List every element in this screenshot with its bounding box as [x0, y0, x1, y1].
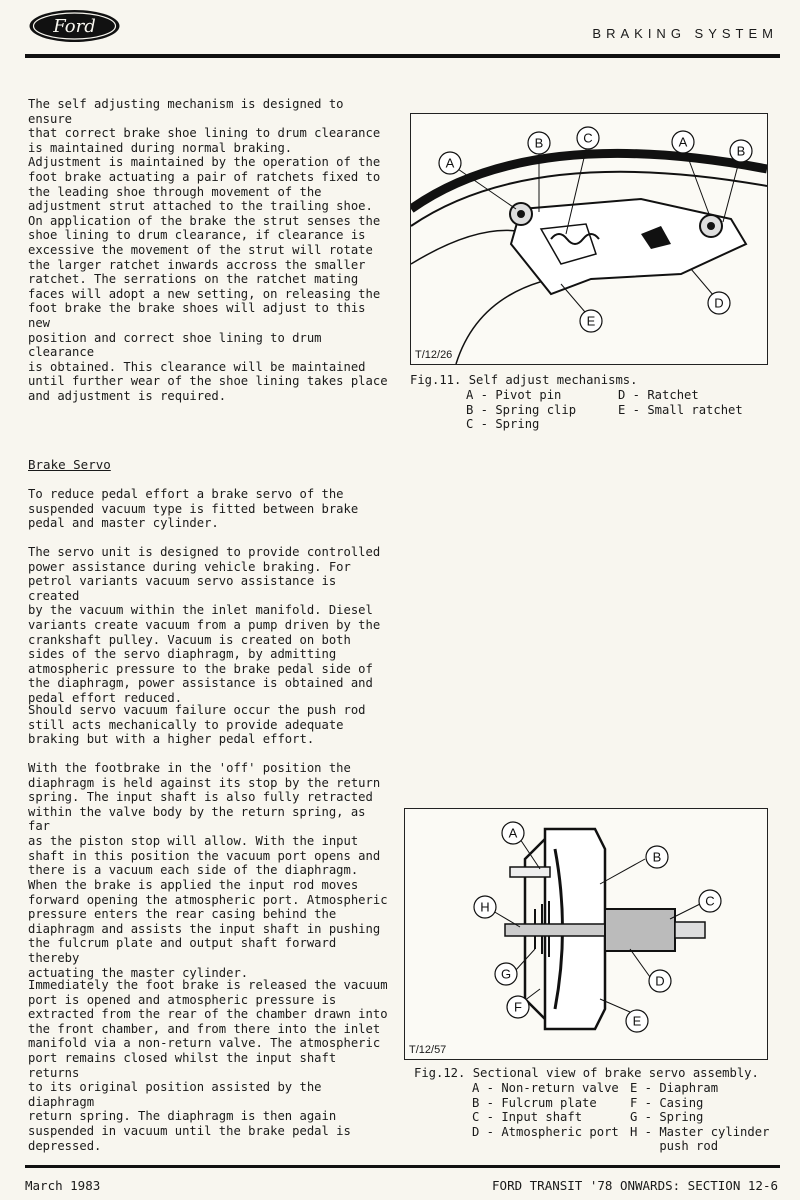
paragraph-brake-released: Immediately the foot brake is released the vacuum port is opened and atmospheric pressure is extracted from the rear of the chamber drawn into the front chamber, and from there into the inlet manifold via a non-return valve. The atmospheric port remains closed whilst the input shaft returns to its original position assisted by the diaphragm return spring. The diaphragm is then again suspended in vacuum until the brake pedal is depressed.: [28, 978, 388, 1153]
svg-text:C: C: [705, 893, 715, 909]
callout-c-input-shaft: [699, 890, 721, 912]
legend-item: push rod: [630, 1139, 719, 1154]
callout-b-spring-clip-2: [730, 140, 752, 162]
svg-text:A: A: [678, 134, 688, 150]
self-adjust-drawing: [411, 114, 767, 364]
svg-text:H: H: [480, 899, 490, 915]
figure-11-legend: [466, 388, 768, 432]
callout-a-pivot-pin: [439, 152, 461, 174]
paragraph-footbrake-off: With the footbrake in the 'off' position the diaphragm is held against its stop by the return spring. The input shaft is also fully retracted within the valve body by the return spring, as far as the piston stop will allow. With the input shaft in this position the vacuum port opens and there is a vacuum each side of the diaphragm.: [28, 761, 381, 878]
legend-item: A - Pivot pin: [466, 388, 562, 402]
logo-text: Ford: [53, 16, 96, 37]
callout-e-small-ratchet: [580, 310, 602, 332]
callout-d-ratchet: [708, 292, 730, 314]
figure-11-reference: T/12/26: [415, 349, 453, 361]
footer-publication: FORD TRANSIT '78 ONWARDS: SECTION 12-6: [492, 1178, 778, 1193]
svg-text:D: D: [655, 973, 665, 989]
figure-12-legend: [472, 1081, 770, 1154]
svg-text:A: A: [445, 155, 455, 171]
callout-b-spring-clip: [528, 132, 550, 154]
callout-g-spring: [495, 963, 517, 985]
callout-b-fulcrum-plate: [646, 846, 668, 868]
svg-text:E: E: [632, 1013, 642, 1029]
callout-d-atmospheric-port: [649, 970, 671, 992]
legend-item: D - Ratchet: [618, 388, 699, 402]
footer-rule: [25, 1165, 780, 1168]
header-rule: [25, 54, 780, 58]
legend-item: B - Spring clip: [466, 402, 577, 417]
legend-item: H - Master cylinder: [630, 1124, 770, 1139]
callout-f-casing: [507, 996, 529, 1018]
servo-drawing: [405, 809, 767, 1059]
svg-text:C: C: [583, 130, 593, 146]
callout-e-diaphragm: [626, 1010, 648, 1032]
legend-item: [618, 417, 768, 432]
legend-item: E - Diaphram: [630, 1081, 719, 1095]
paragraph-servo-intro: To reduce pedal effort a brake servo of the suspended vacuum type is fitted between brake pedal and master cylinder.: [28, 487, 359, 531]
callout-h-push-rod: [474, 896, 496, 918]
legend-item: C - Input shaft: [472, 1110, 583, 1125]
callout-a-pivot-pin-2: [672, 131, 694, 153]
figure-12-reference: T/12/57: [409, 1044, 447, 1056]
figure-11-self-adjust: [410, 113, 768, 365]
paragraph-servo-unit: The servo unit is designed to provide controlled power assistance during vehicle braking. For petrol variants vacuum servo assistance is created by the vacuum within the inlet manifold. Diesel variants create vacuum from a pump driven by the crankshaft pulley. Vacuum is created on both sides of the servo diaphragm, by admitting atmospheric pressure to the brake pedal side of the diaphragm, power assistance is obtained and pedal effort reduced.: [28, 545, 381, 705]
svg-text:E: E: [586, 313, 596, 329]
figure-12-caption: Fig.12. Sectional view of brake servo assembly.: [414, 1066, 759, 1080]
legend-item: A - Non-return valve: [472, 1081, 619, 1095]
heading-brake-servo: Brake Servo: [28, 457, 111, 472]
legend-item: D - Atmospheric port: [472, 1124, 619, 1139]
legend-item: C - Spring: [466, 417, 540, 432]
callout-a-non-return-valve: [502, 822, 524, 844]
svg-text:A: A: [508, 825, 518, 841]
paragraph-vacuum-failure: Should servo vacuum failure occur the push rod still acts mechanically to provide adequate braking but with a higher pedal effort.: [28, 703, 366, 747]
legend-item: E - Small ratchet: [618, 402, 743, 417]
figure-12-servo-assembly: [404, 808, 768, 1060]
svg-text:B: B: [652, 849, 662, 865]
legend-item: G - Spring: [630, 1110, 704, 1125]
figure-11-caption: Fig.11. Self adjust mechanisms.: [410, 373, 638, 387]
legend-item: B - Fulcrum plate: [472, 1095, 597, 1110]
svg-text:B: B: [534, 135, 544, 151]
svg-text:D: D: [714, 295, 724, 311]
paragraph-self-adjust: The self adjusting mechanism is designed to ensure that correct brake shoe lining to drum clearance is maintained during normal braking. Adjustment is maintained by the operation of the foot brake actuating a pair of ratchets fixed to the leading shoe through movement of the adjustment strut attached to the trailing shoe. On application of the brake the strut senses the shoe lining to drum clearance, if clearance is excessive the movement of the strut will rotate the larger ratchet inwards accross the smaller ratchet. The serrations on the ratchet mating faces will adopt a new setting, on releasing the foot brake the brake shoes will adjust to this new position and correct shoe lining to drum clearance is obtained. This clearance will be maintained until further wear of the shoe lining takes place and adjustment is required.: [28, 97, 388, 403]
svg-text:G: G: [500, 966, 512, 982]
paragraph-brake-applied: When the brake is applied the input rod moves forward opening the atmospheric port. Atmospheric pressure enters the rear casing behind the diaphragm and assists the input shaft in pushing the fulcrum plate and output shaft forward thereby actuating the master cylinder.: [28, 878, 388, 980]
legend-item: F - Casing: [630, 1095, 704, 1110]
legend-item: [472, 1139, 630, 1154]
footer-date: March 1983: [25, 1178, 101, 1193]
svg-text:B: B: [736, 143, 746, 159]
ford-logo: [27, 8, 122, 44]
callout-c-spring: [577, 127, 599, 149]
svg-text:F: F: [514, 999, 522, 1015]
section-title: BRAKING SYSTEM: [592, 26, 778, 41]
